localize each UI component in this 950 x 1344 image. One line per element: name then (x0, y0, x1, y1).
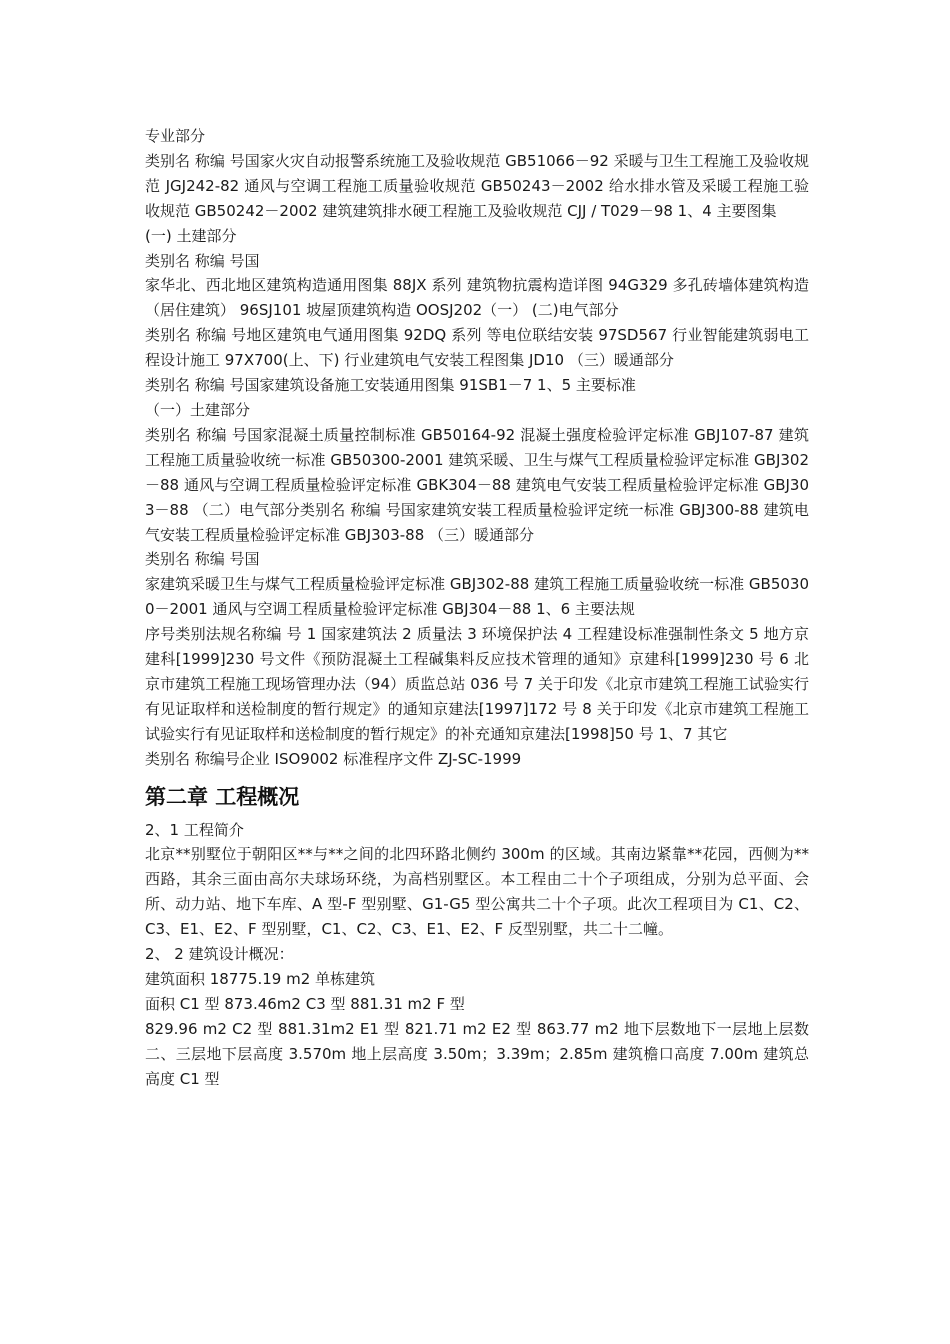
paragraph-standards-list: 类别名 称编 号国家混凝土质量控制标准 GB50164-92 混凝土强度检验评定标准 GBJ107-87 建筑工程施工质量验收统一标准 GB50300-2001 建筑采暖、卫生与煤气工程质量检验评定标准 GBJ302－88 通风与空调工程质量检验评定标准 GBK304－88 建筑电气安装工程质量检验评定标准 GBJ303－88 （二）电气部分类别名 称编 号国家建筑安装工程质量检验评定统一标准 GBJ300-88 建筑电气安装工程质量检验评定标准 GBJ303-88 （三）暖通部分 (145, 425, 809, 544)
line-unit-area: 面积 C1 型 873.46m2 C3 型 881.31 m2 F 型 (145, 994, 465, 1013)
paragraph-area-details: 829.96 m2 C2 型 881.31m2 E1 型 821.71 m2 E2 型 863.77 m2 地下层数地下一层地上层数二、三层地下层高度 3.570m 地上层高度 3.50m；3.39m；2.85m 建筑檐口高度 7.00m 建筑总高度 C1 型 (145, 1019, 809, 1088)
paragraph-other-documents: 类别名 称编号企业 ISO9002 标准程序文件 ZJ-SC-1999 (145, 749, 522, 768)
line-building-area: 建筑面积 18775.19 m2 单栋建筑 (145, 970, 376, 988)
paragraph-project-intro: 北京**别墅位于朝阳区**与**之间的北四环路北侧约 300m 的区域。其南边紧靠**花园，西侧为**西路，其余三面由高尔夫球场环绕，为高档别墅区。本工程由二十个子项组成，分别为总平面、会所、动力站、地下车库、A 型-F 型别墅、G1-G5 型公寓共二十个子项。此次工程项目为 C1、C2、C3、E1、E2、F 型别墅，C1、C2、C3、E1、E2、F 反型别墅，共二十二幢。 (145, 845, 809, 939)
subsection-civil-standards-heading: （一）土建部分 (145, 400, 251, 419)
table-header-line: 类别名 称编 号国 (145, 251, 260, 270)
section-project-intro-heading: 2、1 工程简介 (145, 820, 244, 839)
subsection-civil-heading: (一) 土建部分 (145, 226, 237, 245)
section-design-overview-heading: 2、 2 建筑设计概况： (145, 945, 294, 964)
paragraph-specifications-list: 类别名 称编 号国家火灾自动报警系统施工及验收规范 GB51066－92 采暖与卫生工程施工及验收规范 JGJ242-82 通风与空调工程施工质量验收规范 GB50243－2002 给水排水管及采暖工程施工验收规范 GB50242－2002 建筑建筑排水硬工程施工及验收规范 CJJ / T029－98 1、4 主要图集 (145, 151, 809, 220)
paragraph-hvac-atlases: 类别名 称编 号国家建筑设备施工安装通用图集 91SB1－7 1、5 主要标准 (145, 376, 636, 395)
paragraph-civil-atlases: 家华北、西北地区建筑构造通用图集 88JX 系列 建筑物抗震构造详图 94G329 多孔砖墙体建筑构造（居住建筑） 96SJ101 坡屋顶建筑构造 OOSJ202（一） (二)电气部分 (145, 276, 809, 320)
table-header-line-2: 类别名 称编 号国 (145, 550, 260, 569)
paragraph-electrical-atlases: 类别名 称编 号地区建筑电气通用图集 92DQ 系列 等电位联结安装 97SD567 行业智能建筑弱电工程设计施工 97X700(上、下) 行业建筑电气安装工程图集 JD10 （三）暖通部分 (145, 326, 809, 370)
document-page (145, 124, 809, 1092)
section-heading-professional: 专业部分 (145, 127, 206, 145)
paragraph-hvac-standards: 家建筑采暖卫生与煤气工程质量检验评定标准 GBJ302-88 建筑工程施工质量验收统一标准 GB50300－2001 通风与空调工程质量检验评定标准 GBJ304－88 1、6 主要法规 (145, 575, 809, 619)
paragraph-regulations-list: 序号类别法规名称编 号 1 国家建筑法 2 质量法 3 环境保护法 4 工程建设标准强制性条文 5 地方京建科[1999]230 号文件《预防混凝土工程碱集料反应技术管理的通知》京建科[1999]230 号 6 北京市建筑工程施工现场管理办法（94）质监总站 036 号 7 关于印发《北京市建筑工程施工试验实行有见证取样和送检制度的暂行规定》的通知京建法[1997]172 号 8 关于印发《北京市建筑工程施工试验实行有见证取样和送检制度的暂行规定》的补充通知京建法[1998]50 号 1、7 其它 (145, 625, 809, 743)
chapter-title: 第二章 工程概况 (145, 784, 300, 809)
